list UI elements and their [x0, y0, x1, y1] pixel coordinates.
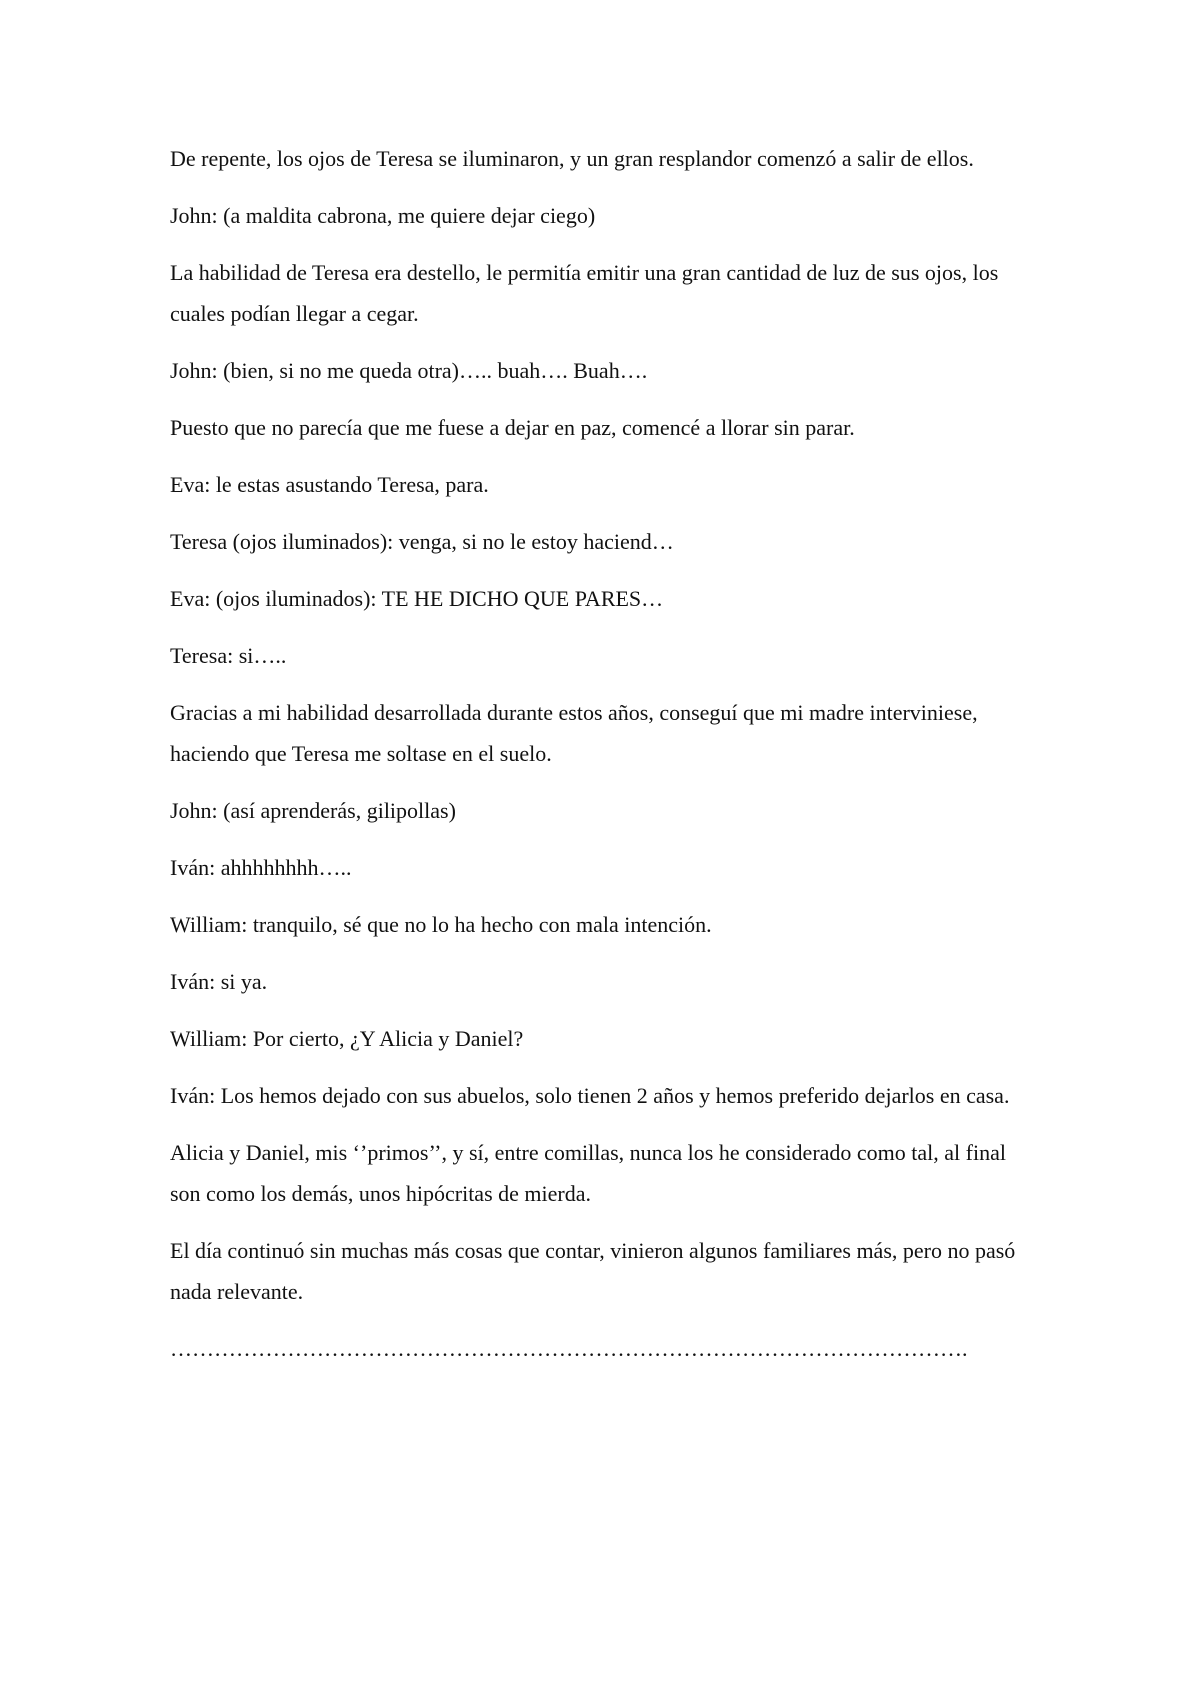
paragraph-9: Teresa: si….. [170, 643, 287, 668]
paragraph-11: John: (así aprenderás, gilipollas) [170, 798, 456, 823]
paragraph-13: William: tranquilo, sé que no lo ha hecho con mala intención. [170, 912, 712, 937]
document-body [170, 138, 1020, 1369]
paragraph-5: Puesto que no parecía que me fuese a dejar en paz, comencé a llorar sin parar. [170, 415, 855, 440]
paragraph-16: Iván: Los hemos dejado con sus abuelos, solo tienen 2 años y hemos preferido dejarlos en casa. [170, 1083, 1010, 1108]
paragraph-10: Gracias a mi habilidad desarrollada durante estos años, conseguí que mi madre interviniese, haciendo que Teresa me soltase en el suelo. [170, 700, 978, 766]
paragraph-12: Iván: ahhhhhhhh….. [170, 855, 352, 880]
paragraph-8: Eva: (ojos iluminados): TE HE DICHO QUE PARES… [170, 586, 664, 611]
paragraph-15: William: Por cierto, ¿Y Alicia y Daniel? [170, 1026, 524, 1051]
paragraph-17: Alicia y Daniel, mis ‘’primos’’, y sí, entre comillas, nunca los he considerado como tal, al final son como los demás, unos hipócritas de mierda. [170, 1140, 1006, 1206]
paragraph-14: Iván: si ya. [170, 969, 268, 994]
paragraph-1: De repente, los ojos de Teresa se iluminaron, y un gran resplandor comenzó a salir de ellos. [170, 146, 974, 171]
paragraph-7: Teresa (ojos iluminados): venga, si no le estoy haciend… [170, 529, 674, 554]
paragraph-2: John: (a maldita cabrona, me quiere dejar ciego) [170, 203, 596, 228]
paragraph-3: La habilidad de Teresa era destello, le permitía emitir una gran cantidad de luz de sus ojos, los cuales podían llegar a cegar. [170, 260, 999, 326]
paragraph-4: John: (bien, si no me queda otra)….. buah…. Buah…. [170, 358, 648, 383]
paragraph-18: El día continuó sin muchas más cosas que contar, vinieron algunos familiares más, pero no pasó nada relevante. [170, 1238, 1016, 1304]
section-separator: ………………………………………………………………………………………………. [170, 1336, 968, 1361]
paragraph-6: Eva: le estas asustando Teresa, para. [170, 472, 489, 497]
